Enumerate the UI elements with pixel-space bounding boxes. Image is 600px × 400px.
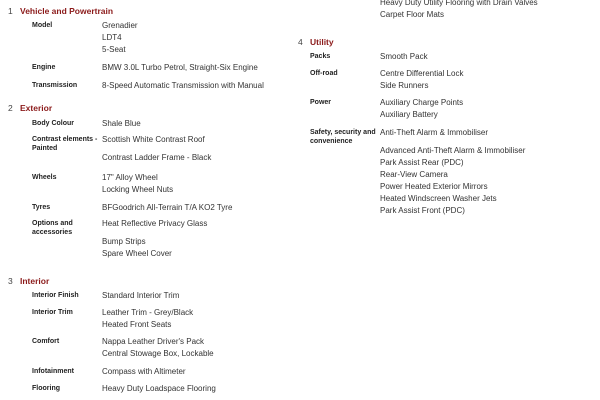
section-header [8, 272, 292, 290]
spec-row-power [310, 97, 598, 121]
spec-values [102, 20, 292, 56]
spec-row-offroad [310, 68, 598, 92]
spec-value: Compass with Altimeter [102, 367, 186, 376]
spec-value: 8-Speed Automatic Transmission with Manual [102, 81, 264, 90]
spec-label: Options and accessories [32, 220, 73, 236]
section-interior [8, 272, 292, 290]
flooring-continued [380, 0, 600, 21]
section-number: 3 [8, 276, 13, 286]
spec-value: Auxiliary Battery [380, 110, 438, 119]
spec-label: Interior Finish [32, 292, 79, 299]
section-number: 1 [8, 6, 13, 16]
spec-value: Side Runners [380, 81, 429, 90]
spec-value: Spare Wheel Cover [102, 249, 172, 258]
spec-value: Standard Interior Trim [102, 291, 180, 300]
spec-value: Nappa Leather Driver's Pack [102, 337, 205, 346]
spec-row-interior-finish [32, 290, 292, 302]
spec-value: Grenadier [102, 21, 138, 30]
spec-value: Rear-View Camera [380, 170, 448, 179]
spec-label: Tyres [32, 204, 51, 211]
spec-row-infotainment [32, 366, 292, 378]
spec-label: Transmission [32, 82, 78, 89]
spec-label: Wheels [32, 174, 57, 181]
spec-value: Bump Strips [102, 237, 146, 246]
section-header [298, 33, 598, 51]
spec-label: Safety, security and convenience [310, 129, 376, 145]
section-title: Vehicle and Powertrain [20, 6, 114, 16]
spec-value: Heated Front Seats [102, 320, 172, 329]
section-exterior [8, 99, 292, 117]
spec-value: Heavy Duty Utility Flooring with Drain Valves [380, 0, 538, 7]
spec-value: 17" Alloy Wheel [102, 173, 158, 182]
section-title: Interior [20, 276, 50, 286]
section-number: 2 [8, 103, 13, 113]
spec-label: Interior Trim [32, 309, 73, 316]
spec-label: Body Colour [32, 120, 74, 127]
spec-row-body-colour [32, 118, 292, 130]
spec-row-packs [310, 51, 598, 63]
spec-value: Auxiliary Charge Points [380, 98, 464, 107]
spec-value: BFGoodrich All-Terrain T/A KO2 Tyre [102, 203, 233, 212]
section-header [8, 99, 292, 117]
spec-row-model [32, 20, 292, 56]
section-vehicle-powertrain [8, 2, 288, 20]
spec-row-contrast [32, 134, 292, 164]
spec-row-safety [310, 127, 598, 217]
spec-row-engine [32, 62, 292, 74]
spec-row-flooring [32, 383, 292, 395]
spec-value: Contrast Ladder Frame - Black [102, 153, 212, 162]
spec-row-wheels [32, 172, 292, 196]
spec-value: Heated Windscreen Washer Jets [380, 194, 497, 203]
spec-label: Packs [310, 53, 331, 60]
spec-value: Carpet Floor Mats [380, 10, 445, 19]
spec-label: Off-road [310, 70, 338, 77]
spec-value: Shale Blue [102, 119, 141, 128]
spec-value: Heat Reflective Privacy Glass [102, 219, 208, 228]
spec-label: Model [32, 22, 53, 29]
spec-row-tyres [32, 202, 292, 214]
spec-value: LDT4 [102, 33, 122, 42]
spec-value: Advanced Anti-Theft Alarm & Immobiliser [380, 146, 526, 155]
spec-value: Leather Trim - Grey/Black [102, 308, 194, 317]
spec-row-interior-trim [32, 307, 292, 331]
spec-value: BMW 3.0L Turbo Petrol, Straight-Six Engine [102, 63, 258, 72]
section-utility [298, 33, 598, 51]
spec-label: Flooring [32, 385, 60, 392]
spec-value: Central Stowage Box, Lockable [102, 349, 214, 358]
spec-value: Centre Differential Lock [380, 69, 464, 78]
section-title: Utility [310, 37, 334, 47]
spec-value: 5-Seat [102, 45, 126, 54]
section-title: Exterior [20, 103, 53, 113]
spec-row-options [32, 218, 292, 260]
spec-row-comfort [32, 336, 292, 360]
spec-label: Power [310, 99, 332, 106]
spec-label: Comfort [32, 338, 60, 345]
spec-value: Park Assist Front (PDC) [380, 206, 465, 215]
spec-label: Engine [32, 64, 56, 71]
spec-label: Contrast elements - Painted [32, 136, 98, 152]
spec-value: Scottish White Contrast Roof [102, 135, 205, 144]
spec-value: Park Assist Rear (PDC) [380, 158, 464, 167]
spec-value: Power Heated Exterior Mirrors [380, 182, 488, 191]
spec-value: Smooth Pack [380, 52, 428, 61]
spec-row-transmission [32, 80, 292, 92]
spec-label: Infotainment [32, 368, 74, 375]
section-number: 4 [298, 37, 303, 47]
spec-value: Heavy Duty Loadspace Flooring [102, 384, 216, 393]
section-header [8, 2, 288, 20]
spec-value: Locking Wheel Nuts [102, 185, 174, 194]
spec-value: Anti-Theft Alarm & Immobiliser [380, 128, 489, 137]
